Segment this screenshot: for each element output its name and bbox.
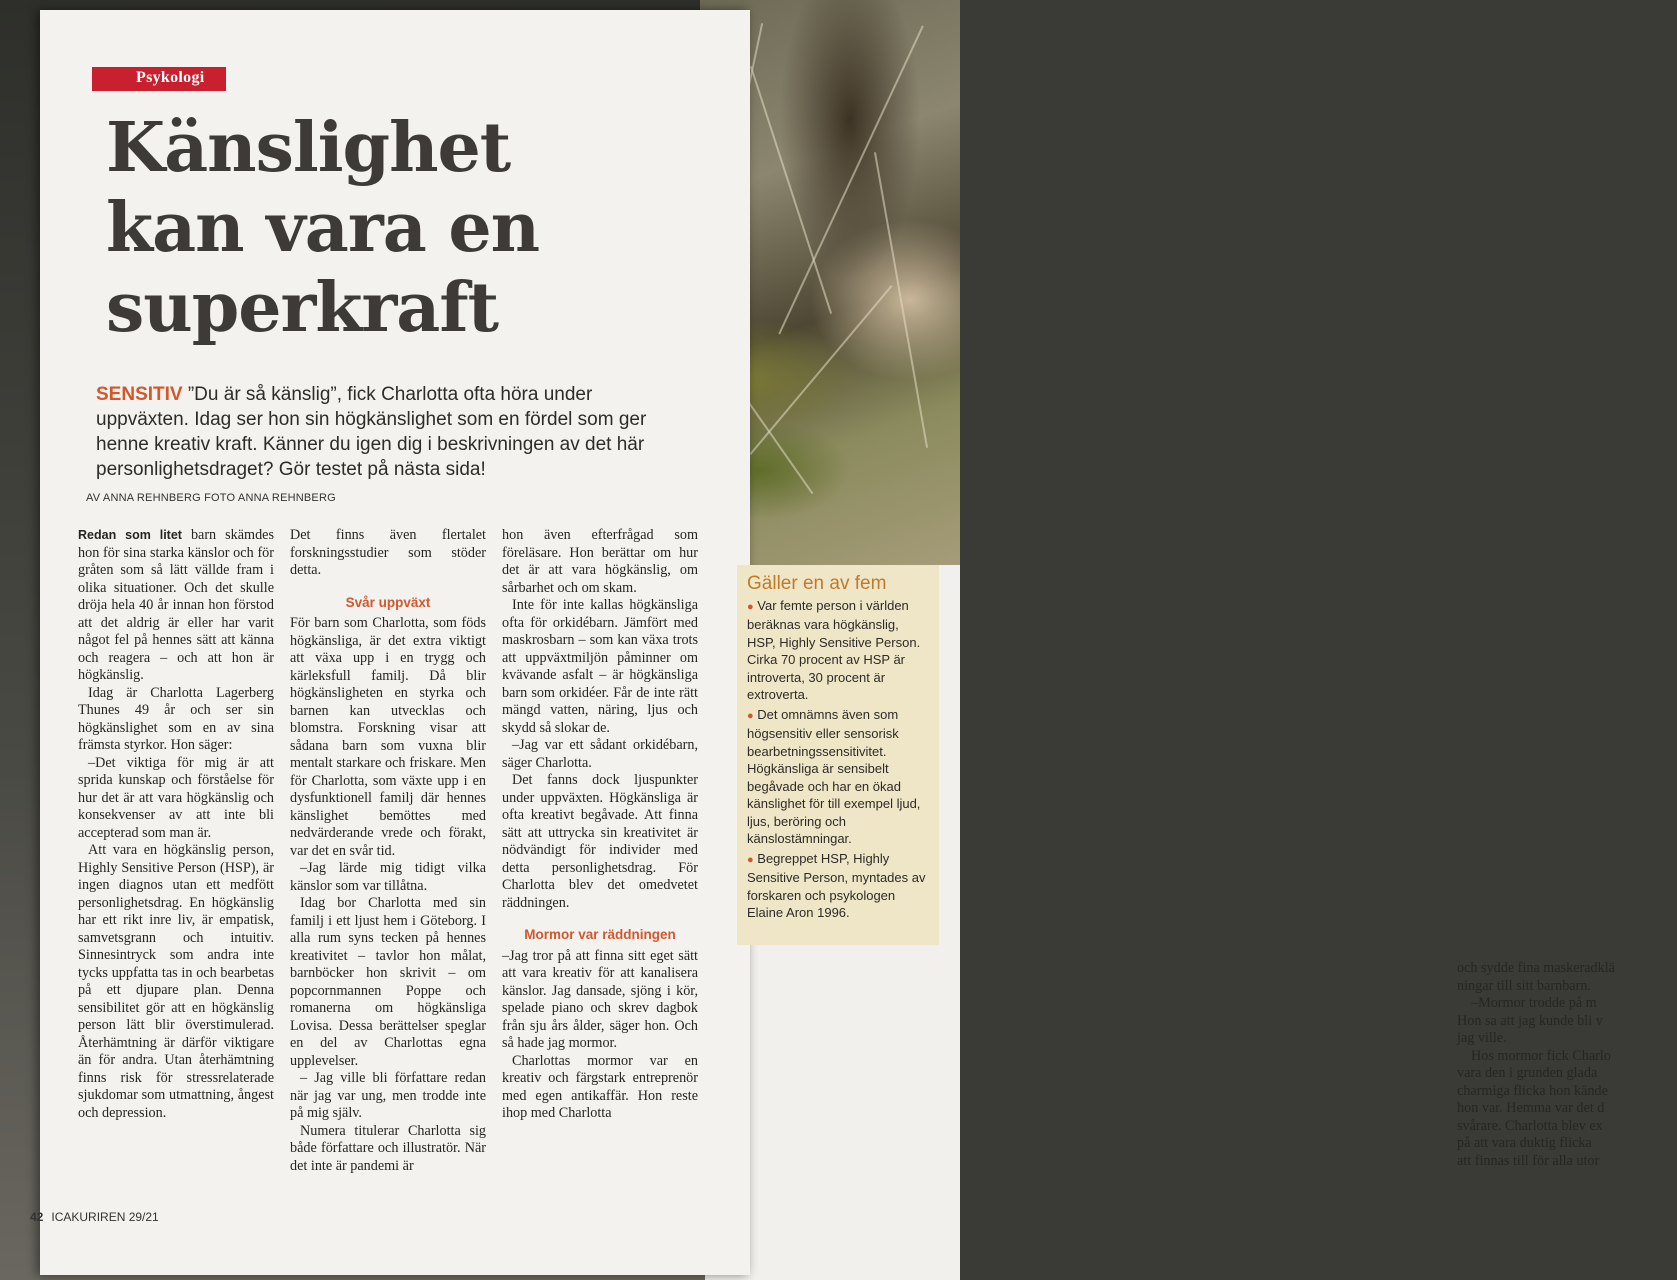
column-4 — [1457, 960, 1677, 1170]
col4-line: på att vara duktig flicka — [1457, 1135, 1592, 1151]
factbox-item-text: Var femte person i världen beräknas vara högkänslig, HSP, Highly Sensitive Person. Cirka 70 procent av HSP är introverta, 30 procent är extroverta. — [747, 597, 921, 702]
folio — [30, 1210, 159, 1224]
bullet-icon: ● — [747, 853, 754, 866]
paragraph: –Det viktiga för mig är att sprida kunskap och förståelse för hur det är att vara högkänslig och konsekvenser av att inte bli accepterad som man är. — [78, 754, 274, 841]
factbox-item — [747, 706, 931, 848]
bullet-icon: ● — [747, 709, 754, 722]
paragraph: – Jag ville bli författare redan när jag var ung, men trodde inte på mig själv. — [290, 1070, 486, 1121]
paragraph: Idag bor Charlotta med sin familj i ett ljust hem i Göteborg. I alla rum syns tecken på hennes kreativitet – tavlor hon målat, barnböcker hon skrivit – om popcornmannen Poppe och romanerna om högkänsliga Lovisa. Dessa berättelser speglar en del av Charlottas egna upplevelser. — [290, 895, 486, 1069]
headline-line: Känslighet — [106, 108, 511, 188]
paragraph: Charlottas mormor var en kreativ och färgstark entreprenör med egen antikaffär. Hon reste ihop med Charlotta — [502, 1052, 698, 1121]
paragraph: Det fanns dock ljuspunkter under uppväxten. Högkänsliga är ofta kreativt begåvade. Att finna sätt att uttrycka sin kreativitet är nödvändigt för individer med detta personlighetsdrag. För Charlotta blev det omedvetet räddningen. — [502, 772, 698, 911]
col4-line: jag ville. — [1457, 1030, 1507, 1046]
col4-line: hon var. Hemma var det d — [1457, 1100, 1605, 1116]
column-1 — [78, 527, 274, 1122]
column-3 — [502, 527, 698, 1123]
paragraph — [78, 527, 274, 685]
headline-line: kan vara en — [106, 188, 540, 268]
col4-line: –Mormor trodde på m — [1471, 995, 1597, 1011]
left-page — [30, 10, 750, 1275]
bullet-icon: ● — [747, 600, 754, 613]
paragraph: hon även efterfrågad som föreläsare. Hon berättar om hur det är att vara högkänslig, om sårbarhet och om skam. — [502, 527, 698, 596]
paragraph-text: barn skämdes hon för sina starka känslor och för gråten som så lätt vällde fram i olika situationer. Och det skulle dröja hela 40 år innan hon förstod att det aldrig är eller har varit något fel på hennes sätt att känna och reagera – och att hon är högkänslig. — [78, 527, 274, 683]
paragraph: –Jag lärde mig tidigt vilka känslor som var tillåtna. — [290, 860, 486, 894]
col4-line: ningar till sitt barnbarn. — [1457, 977, 1591, 994]
page-number: 42 — [30, 1210, 44, 1224]
subheading: Mormor var räddningen — [524, 927, 676, 942]
byline: AV ANNA REHNBERG FOTO ANNA REHNBERG — [86, 492, 336, 504]
paragraph: Det finns även flertalet forskningsstudier som stöder detta. — [290, 527, 486, 578]
paragraph: Inte för inte kallas högkänsliga ofta för orkidébarn. Jämfört med maskrosbarn – som kan växa trots att uppväxtmiljön påminner om kvävande asfalt – är högkänsliga barn som orkidéer. Får de inte rätt mängd vatten, näring, ljus och skydd så slokar de. — [502, 597, 698, 736]
factbox-item-text: Det omnämns även som högsensitiv eller sensorisk bearbetningssensitivitet. Högkänsliga är sensibelt begåvade och har en ökad känslighet för till exempel ljud, ljus, beröring och känslostämningar. — [747, 706, 921, 846]
ingress-kicker: SENSITIV — [96, 384, 183, 405]
paragraph: Att vara en högkänslig person, Highly Sensitive Person (HSP), är ingen diagnos utan ett medfött personlighetsdrag. En högkänslig har ett rikt inre liv, är empatisk, samvetsgrann och intuitiv. Sinnesintryck som andra inte tycks uppfatta tas in och bearbetas på ett djupare plan. Denna sensibilitet gör att en högkänslig person lätt blir överstimulerad. Återhämtning är därför viktigare än för andra. Utan återhämtning finns risk för stressrelaterade sjukdomar som utmattning, ångest och depression. — [78, 842, 274, 1121]
col4-line: att finnas till för alla utor — [1457, 1152, 1600, 1169]
ingress-text: ”Du är så känslig”, fick Charlotta ofta höra under uppväxten. Idag ser hon sin högkänslighet som en fördel som ger henne kreativ kraft. Känner du igen dig i beskrivningen av det här personlighetsdraget? Gör testet på nästa sida! — [96, 384, 647, 480]
subheading: Svår uppväxt — [345, 594, 431, 610]
paragraph: –Jag tror på att finna sitt eget sätt att vara kreativ för att kanalisera känslor. Jag dansade, sjöng i kör, spelade piano och skrev dagbok från sju års ålder, säger hon. Och så hade jag mormor. — [502, 947, 698, 1051]
col4-line: och sydde fina maskeradklä — [1457, 960, 1615, 976]
col4-line: svårare. Charlotta blev ex — [1457, 1117, 1603, 1134]
col4-line: Hon sa att jag kunde bli v — [1457, 1012, 1603, 1029]
section-tag: Psykologi — [92, 67, 226, 91]
paragraph: Numera titulerar Charlotta sig både författare och illustratör. När det inte är pandemi är — [290, 1122, 486, 1174]
col4-line: Hos mormor fick Charlo — [1471, 1047, 1611, 1064]
lead-in: Redan som litet — [78, 528, 182, 542]
paragraph: För barn som Charlotta, som föds högkänsliga, är det extra viktigt att växa upp i en trygg och kärleksfull familj. Då blir högkänsligheten en styrka och barnen kan utvecklas och blomstra. Forskning visar att sådana barn som vuxna blir mentalt starkare och friskare. Men för Charlotta, som växte upp i en dysfunktionell familj där hennes känslighet bemöttes med nedvärderande vrede och förakt, var det en svår tid. — [290, 615, 486, 859]
factbox-title: Gäller en av fem — [747, 573, 887, 594]
column-2 — [290, 527, 486, 1175]
factbox-item — [747, 597, 931, 704]
headline — [106, 108, 686, 348]
paragraph: Idag är Charlotta Lagerberg Thunes 49 år och ser sin högkänslighet som en av sina främsta styrkor. Hon säger: — [78, 684, 274, 753]
headline-line: superkraft — [106, 268, 499, 348]
paragraph: –Jag var ett sådant orkidébarn, säger Charlotta. — [502, 737, 698, 771]
col4-line: charmiga flicka hon kände — [1457, 1082, 1608, 1099]
ingress — [96, 382, 676, 482]
col4-line: vara den i grunden glada — [1457, 1065, 1598, 1081]
factbox — [737, 565, 939, 945]
factbox-item — [747, 850, 931, 922]
magazine-issue: ICAKURIREN 29/21 — [51, 1210, 159, 1224]
factbox-item-text: Begreppet HSP, Highly Sensitive Person, myntades av forskaren och psykologen Elaine Aron 1996. — [747, 850, 926, 920]
